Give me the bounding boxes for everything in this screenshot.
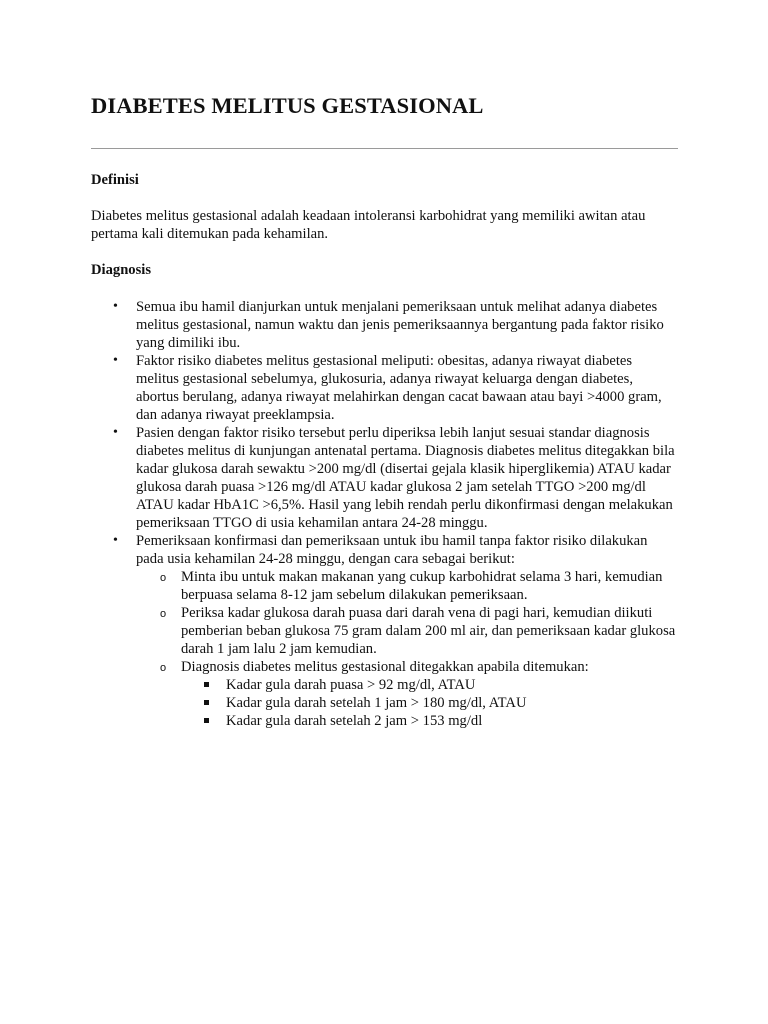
list-item-text: Pemeriksaan konfirmasi dan pemeriksaan untuk ibu hamil tanpa faktor risiko dilakukan pada usia kehamilan 24-28 minggu, dengan cara sebagai berikut: [136,533,648,567]
circle-bullet-icon: o [160,608,167,620]
sublist-item-text: Minta ibu untuk makan makanan yang cukup karbohidrat selama 3 hari, kemudian berpuasa selama 8-12 jam sebelum dilakukan pemeriksaan. [181,569,663,603]
diagnosis-list [91,298,678,730]
circle-bullet-icon: o [160,662,167,674]
square-bullet-icon [204,700,209,705]
sublist-item [136,604,678,658]
bullet-icon: • [113,299,118,314]
definition-text: Diabetes melitus gestasional adalah keadaan intoleransi karbohidrat yang memiliki awitan atau pertama kali ditemukan pada kehamilan. [91,208,646,242]
list-item [91,424,678,532]
title-divider [91,148,678,149]
bullet-icon: • [113,353,118,368]
definition-heading: Definisi [91,172,139,188]
criteria-text: Kadar gula darah setelah 2 jam > 153 mg/dl [226,713,483,729]
criteria-text: Kadar gula darah setelah 1 jam > 180 mg/dl, ATAU [226,695,527,711]
sublist-item [136,568,678,604]
diagnosis-heading: Diagnosis [91,262,152,278]
bullet-icon: • [113,533,118,548]
circle-bullet-icon: o [160,572,167,584]
criteria-list [181,676,678,730]
bullet-icon: • [113,425,118,440]
sublist-item-text: Periksa kadar glukosa darah puasa dari darah vena di pagi hari, kemudian diikuti pemberian beban glukosa 75 gram dalam 200 ml air, dan pemeriksaan kadar glukosa darah 1 jam lalu 2 jam kemudian. [181,605,676,657]
sublist-item-text: Diagnosis diabetes melitus gestasional ditegakkan apabila ditemukan: [181,659,589,675]
list-item [91,352,678,424]
list-item [91,532,678,730]
criteria-item [181,676,678,694]
procedure-sublist [136,568,678,730]
square-bullet-icon [204,718,209,723]
list-item-text: Semua ibu hamil dianjurkan untuk menjalani pemeriksaan untuk melihat adanya diabetes melitus gestasional, namun waktu dan jenis pemeriksaannya bergantung pada faktor risiko yang dimiliki ibu. [136,299,664,351]
criteria-text: Kadar gula darah puasa > 92 mg/dl, ATAU [226,677,476,693]
sublist-item [136,658,678,730]
document-title: DIABETES MELITUS GESTASIONAL [91,93,484,118]
criteria-item [181,712,678,730]
list-item-text: Faktor risiko diabetes melitus gestasional meliputi: obesitas, adanya riwayat diabetes melitus gestasional sebelumya, glukosuria, adanya riwayat keluarga dengan diabetes, abortus berulang, adanya riwayat melahirkan dengan cacat bawaan atau bayi >4000 gram, dan adanya riwayat preeklampsia. [136,353,662,423]
list-item-text: Pasien dengan faktor risiko tersebut perlu diperiksa lebih lanjut sesuai standar diagnosis diabetes melitus di kunjungan antenatal pertama. Diagnosis diabetes melitus ditegakkan bila kadar glukosa darah sewaktu >200 mg/dl (disertai gejala klasik hiperglikemia) ATAU kadar glukosa darah puasa >126 mg/dl ATAU kadar glukosa 2 jam setelah TTGO >200 mg/dl ATAU kadar HbA1C >6,5%. Hasil yang lebih rendah perlu dikonfirmasi dengan melakukan pemeriksaan TTGO di usia kehamilan antara 24-28 minggu. [136,425,675,531]
square-bullet-icon [204,682,209,687]
criteria-item [181,694,678,712]
list-item [91,298,678,352]
